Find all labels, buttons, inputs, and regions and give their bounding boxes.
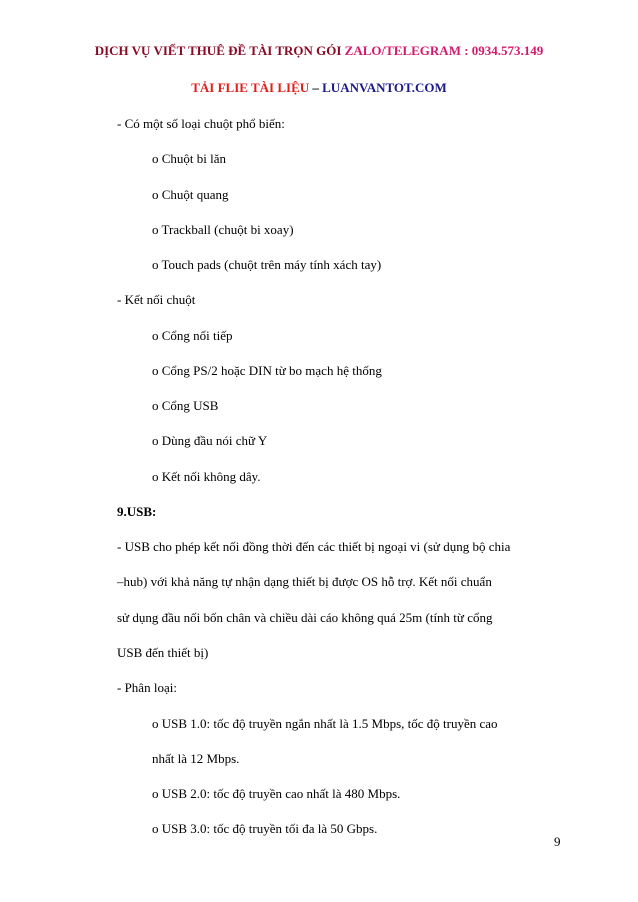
header-service-text: DỊCH VỤ VIẾT THUÊ ĐỀ TÀI TRỌN GÓI xyxy=(94,43,342,58)
list-item: o USB 2.0: tốc độ truyền cao nhất là 480 Mbps. xyxy=(152,786,401,801)
paragraph-line: - USB cho phép kết nối đồng thời đến các thiết bị ngoại vi (sử dụng bộ chia xyxy=(117,539,511,554)
list-item-continuation: nhất là 12 Mbps. xyxy=(152,751,240,766)
list-item: o Cổng nối tiếp xyxy=(152,328,233,343)
list-item: o Trackball (chuột bi xoay) xyxy=(152,222,294,237)
mouse-connect-heading: - Kết nối chuột xyxy=(117,292,196,307)
header-dash: – xyxy=(309,80,323,95)
paragraph-line: USB đến thiết bị) xyxy=(117,645,209,660)
list-item: o Kết nối không dây. xyxy=(152,469,261,484)
header-banner-line-2 xyxy=(0,80,638,96)
list-item: o Dùng đầu nói chữ Y xyxy=(152,433,268,448)
list-item: o Chuột quang xyxy=(152,187,229,202)
classify-heading: - Phân loại: xyxy=(117,680,177,695)
list-item: o Cổng USB xyxy=(152,398,219,413)
header-banner-line-1 xyxy=(0,43,638,59)
mouse-types-heading: - Có một số loại chuột phổ biến: xyxy=(117,116,285,131)
list-item: o USB 1.0: tốc độ truyền ngắn nhất là 1.5 Mbps, tốc độ truyền cao xyxy=(152,716,498,731)
list-item: o USB 3.0: tốc độ truyền tối đa là 50 Gbps. xyxy=(152,821,378,836)
header-download-text: TẢI FLIE TÀI LIỆU xyxy=(191,80,310,95)
list-item: o Touch pads (chuột trên máy tính xách tay) xyxy=(152,257,382,272)
page-number: 9 xyxy=(554,834,561,849)
list-item: o Chuột bi lăn xyxy=(152,151,227,166)
list-item: o Cổng PS/2 hoặc DIN từ bo mạch hệ thống xyxy=(152,363,382,378)
header-contact-text: ZALO/TELEGRAM : 0934.573.149 xyxy=(341,43,544,58)
paragraph-line: –hub) với khả năng tự nhận dạng thiết bị được OS hỗ trợ. Kết nối chuẩn xyxy=(117,574,492,589)
header-site-link[interactable]: LUANVANTOT.COM xyxy=(322,80,447,95)
usb-section-heading: 9.USB: xyxy=(117,504,157,519)
paragraph-line: sử dụng đầu nối bốn chân và chiều dài cáo không quá 25m (tính từ cổng xyxy=(117,610,493,625)
